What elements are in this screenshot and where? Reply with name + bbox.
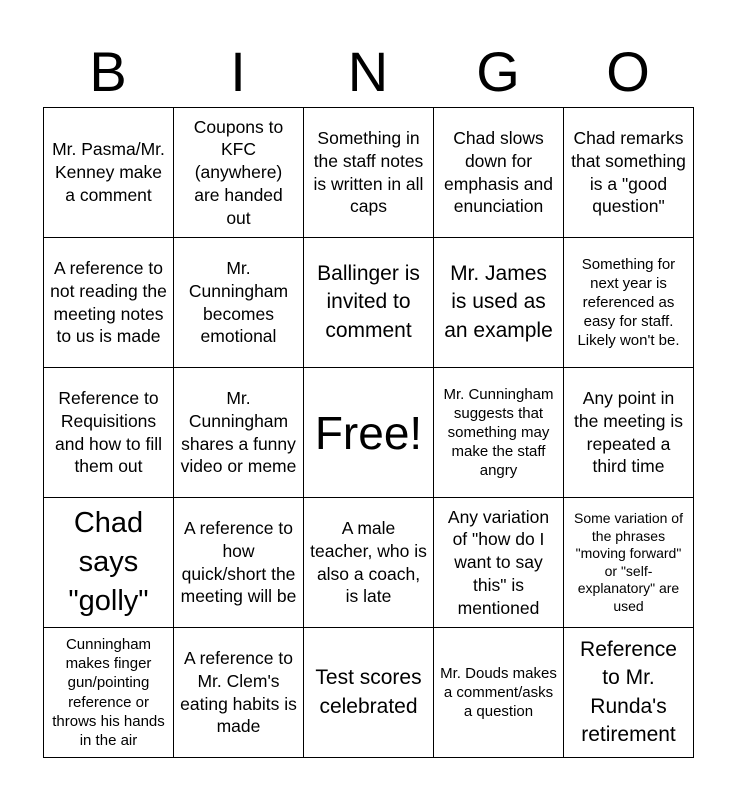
bingo-cell-r5c3[interactable] [304, 628, 434, 758]
cell-text: Chad says "golly" [68, 506, 149, 618]
cell-text: A reference to not reading the meeting notes to us is made [50, 258, 167, 347]
bingo-cell-r1c4[interactable] [434, 108, 564, 238]
cell-text: A male teacher, who is also a coach, is late [310, 518, 427, 607]
cell-text: Some variation of the phrases "moving forward" or "self-explanatory" are used [574, 510, 683, 614]
bingo-cell-r5c4[interactable] [434, 628, 564, 758]
cell-text: Chad remarks that something is a "good question" [571, 128, 686, 217]
cell-text: Something for next year is referenced as easy for staff. Likely won't be. [577, 255, 680, 350]
cell-text: Any variation of "how do I want to say this" is mentioned [447, 506, 550, 618]
cell-text: Cunningham makes finger gun/pointing reference or throws his hands in the air [52, 635, 165, 749]
cell-text: Mr. Cunningham shares a funny video or meme [180, 388, 297, 477]
bingo-cell-r4c4[interactable] [434, 498, 564, 628]
bingo-board [43, 107, 694, 758]
bingo-cell-r4c2[interactable] [174, 498, 304, 628]
cell-text: Ballinger is invited to comment [317, 261, 420, 342]
cell-text: Reference to Requisitions and how to fill them out [54, 388, 162, 477]
cell-text: Mr. Pasma/Mr. Kenney make a comment [52, 139, 165, 205]
bingo-cell-r1c5[interactable] [564, 108, 694, 238]
bingo-cell-r5c1[interactable] [44, 628, 174, 758]
bingo-cell-r2c4[interactable] [434, 238, 564, 368]
cell-text: Mr. Cunningham becomes emotional [188, 258, 289, 347]
bingo-cell-r2c1[interactable] [44, 238, 174, 368]
cell-text: A reference to how quick/short the meeting will be [180, 518, 297, 607]
bingo-cell-r4c5[interactable] [564, 498, 694, 628]
bingo-cell-r4c1[interactable] [44, 498, 174, 628]
cell-text: Something in the staff notes is written in all caps [313, 128, 424, 217]
cell-text: Chad slows down for emphasis and enunciation [444, 128, 553, 217]
bingo-cell-r1c3[interactable] [304, 108, 434, 238]
bingo-cell-r3c5[interactable] [564, 368, 694, 498]
bingo-cell-r5c5[interactable] [564, 628, 694, 758]
cell-text: Mr. Douds makes a comment/asks a question [440, 664, 557, 721]
bingo-cell-r3c2[interactable] [174, 368, 304, 498]
cell-text: A reference to Mr. Clem's eating habits is made [180, 648, 297, 737]
bingo-cell-r2c2[interactable] [174, 238, 304, 368]
cell-text: Any point in the meeting is repeated a third time [574, 388, 683, 477]
bingo-cell-r2c5[interactable] [564, 238, 694, 368]
bingo-cell-r2c3[interactable] [304, 238, 434, 368]
bingo-cell-r5c2[interactable] [174, 628, 304, 758]
bingo-cell-r1c1[interactable] [44, 108, 174, 238]
header-letter-g: G [476, 40, 520, 103]
header-letter-i: I [230, 40, 246, 103]
bingo-cell-free[interactable] [304, 368, 434, 498]
bingo-cell-r3c1[interactable] [44, 368, 174, 498]
free-space-text: Free! [314, 406, 423, 459]
cell-text: Coupons to KFC (anywhere) are handed out [193, 116, 284, 228]
bingo-header [43, 36, 693, 108]
header-letter-b: B [89, 40, 127, 103]
bingo-cell-r1c2[interactable] [174, 108, 304, 238]
cell-text: Reference to Mr. Runda's retirement [580, 637, 677, 746]
header-letter-o: O [606, 40, 650, 103]
cell-text: Mr. James is used as an example [444, 261, 553, 342]
cell-text: Mr. Cunningham suggests that something may make the staff angry [443, 385, 554, 480]
header-letter-n: N [347, 40, 389, 103]
bingo-cell-r3c4[interactable] [434, 368, 564, 498]
bingo-cell-r4c3[interactable] [304, 498, 434, 628]
cell-text: Test scores celebrated [315, 666, 422, 718]
